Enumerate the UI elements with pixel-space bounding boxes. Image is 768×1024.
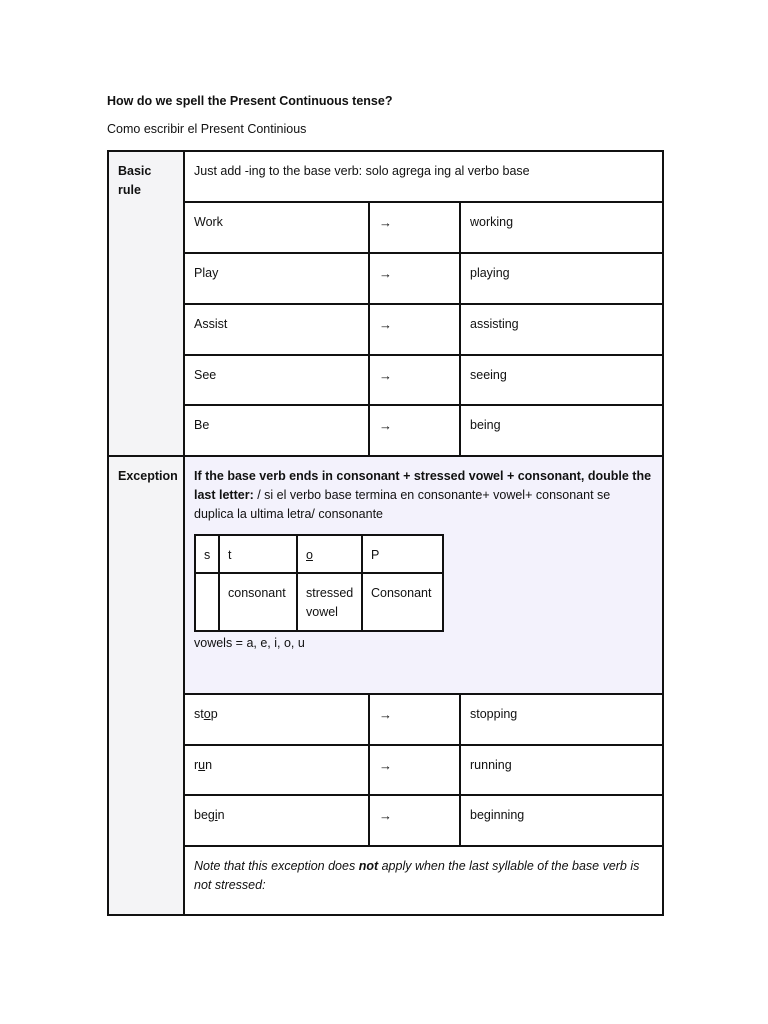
base-verb: See (184, 355, 369, 405)
letter-pattern-table (194, 534, 444, 632)
letter-label-consonant-2: Consonant (362, 573, 443, 631)
arrow-icon: → (369, 405, 460, 456)
ing-form: seeing (460, 355, 663, 405)
table-row (108, 355, 663, 405)
letter-label-stressed-vowel: stressed vowel (297, 573, 362, 631)
arrow-icon: → (369, 795, 460, 846)
table-row (108, 745, 663, 795)
letter-p: P (362, 535, 443, 573)
table-row (108, 253, 663, 304)
base-verb: stop (184, 694, 369, 745)
base-verb: Assist (184, 304, 369, 355)
page-title: How do we spell the Present Continuous tense? (107, 94, 393, 108)
arrow-icon: → (369, 745, 460, 795)
exception-rule-rest: / si el verbo base termina en consonante+ vowel+ consonant se duplica la ultima letra/ consonante (194, 488, 611, 521)
letter-label-consonant: consonant (219, 573, 297, 631)
base-verb: Play (184, 253, 369, 304)
arrow-icon: → (369, 304, 460, 355)
table-row (108, 405, 663, 456)
spelling-rules-table (107, 150, 664, 916)
table-row (108, 795, 663, 846)
exception-label: Exception (108, 456, 184, 915)
arrow-icon: → (369, 253, 460, 304)
table-row (108, 202, 663, 253)
vowels-note: vowels = a, e, i, o, u (194, 636, 305, 650)
ing-form: being (460, 405, 663, 456)
table-row (108, 304, 663, 355)
exception-rule-bold: If the base verb ends in consonant + stressed vowel + consonant, double the last letter: (194, 469, 652, 502)
table-row (108, 694, 663, 745)
ing-form: stopping (460, 694, 663, 745)
letter-s: s (195, 535, 219, 573)
ing-form: working (460, 202, 663, 253)
letter-label-empty (195, 573, 219, 631)
ing-form: beginning (460, 795, 663, 846)
base-verb: Work (184, 202, 369, 253)
ing-form: playing (460, 253, 663, 304)
ing-form: running (460, 745, 663, 795)
arrow-icon: → (369, 202, 460, 253)
base-verb: Be (184, 405, 369, 456)
exception-rule-text (194, 467, 653, 524)
page-subtitle: Como escribir el Present Continious (107, 122, 307, 136)
arrow-icon: → (369, 355, 460, 405)
letter-o: o (297, 535, 362, 573)
base-verb: begin (184, 795, 369, 846)
letter-t: t (219, 535, 297, 573)
basic-rule-text: Just add -ing to the base verb: solo agrega ing al verbo base (184, 151, 663, 202)
exception-note: Note that this exception does not apply when the last syllable of the base verb is not stressed: (184, 846, 663, 915)
base-verb: run (184, 745, 369, 795)
exception-rule-cell (184, 456, 663, 694)
arrow-icon: → (369, 694, 460, 745)
basic-rule-label: Basic rule (108, 151, 184, 456)
ing-form: assisting (460, 304, 663, 355)
